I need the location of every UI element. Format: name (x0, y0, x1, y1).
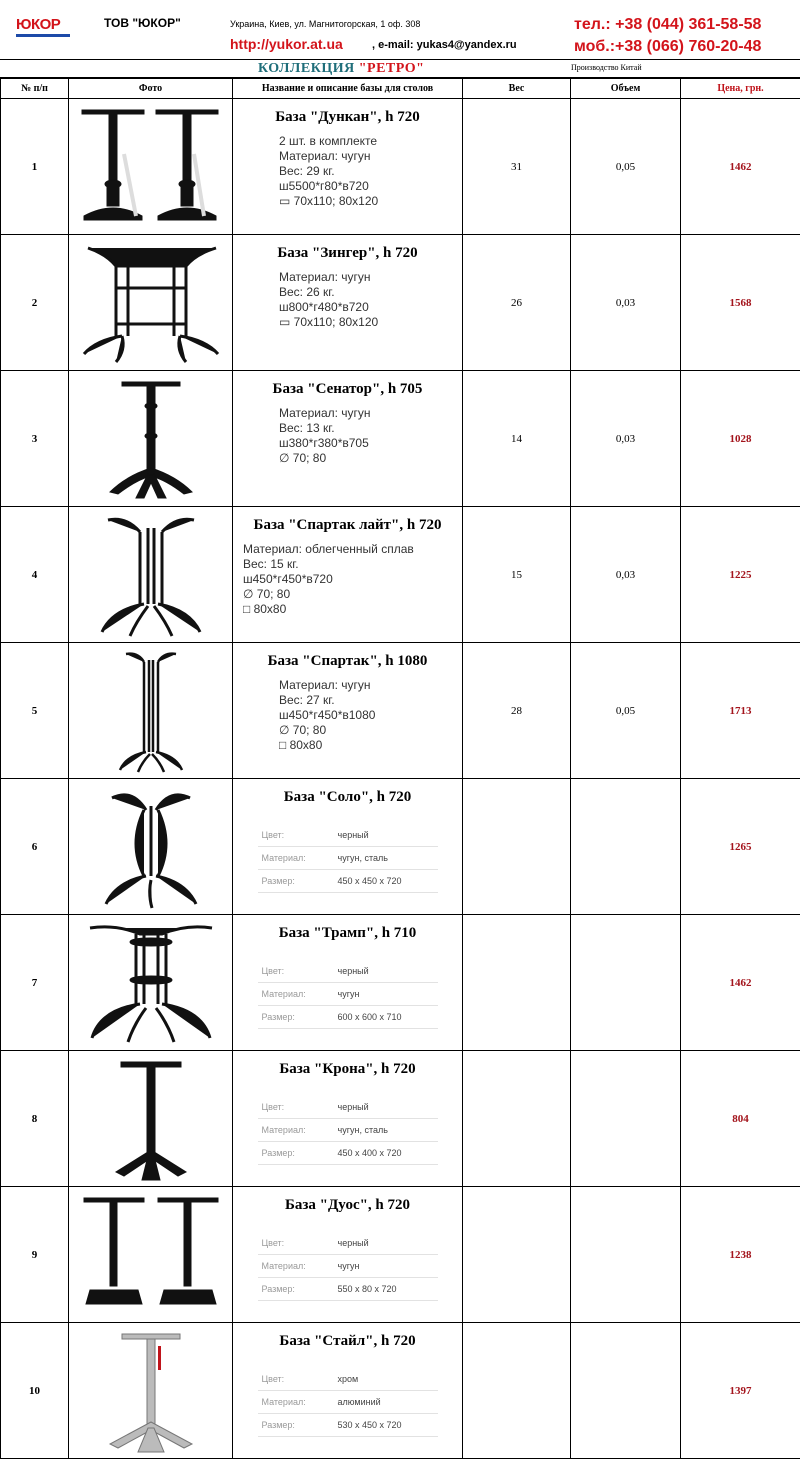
property-row (258, 1278, 438, 1301)
singer-base-photo (69, 235, 233, 371)
property-label: Размер: (261, 876, 295, 886)
product-volume: 0,05 (571, 643, 681, 779)
property-value: чугун (337, 1261, 360, 1271)
property-row (258, 1142, 438, 1165)
product-properties (258, 960, 438, 1029)
product-properties (258, 1368, 438, 1437)
property-row (258, 1414, 438, 1437)
product-spec (233, 134, 462, 209)
phone-number: тел.: +38 (044) 361-58-58 (574, 16, 762, 33)
solo-base-photo (69, 779, 233, 915)
collection-name: "РЕТРО" (358, 61, 425, 76)
row-number: 6 (1, 779, 69, 915)
property-value: черный (337, 830, 369, 840)
spec-line: Вес: 27 кг. (279, 693, 335, 707)
row-number: 10 (1, 1323, 69, 1459)
mobile-number: моб.:+38 (066) 760-20-48 (574, 38, 762, 55)
property-label: Материал: (261, 1397, 306, 1407)
col-header-name: Название и описание базы для столов (233, 79, 463, 99)
property-value: хром (337, 1374, 359, 1384)
product-name: База "Зингер", h 720 (277, 245, 418, 261)
property-value: чугун, сталь (337, 1125, 388, 1135)
spec-line: ш450*г450*в1080 (279, 708, 376, 722)
yukor-logo (16, 17, 70, 37)
property-value: черный (337, 1238, 369, 1248)
col-header-num: № п/п (1, 79, 69, 99)
product-volume (571, 779, 681, 915)
property-label: Цвет: (261, 1102, 285, 1112)
product-properties (258, 824, 438, 893)
product-description (233, 371, 463, 507)
product-weight (463, 1323, 571, 1459)
property-value: чугун (337, 989, 360, 999)
product-volume: 0,03 (571, 507, 681, 643)
company-address: Украина, Киев, ул. Магнитогорская, 1 оф. 308 (230, 19, 421, 29)
property-row (258, 847, 438, 870)
product-name: База "Стайл", h 720 (279, 1333, 416, 1349)
product-description (233, 643, 463, 779)
property-row (258, 824, 438, 847)
product-description (233, 915, 463, 1051)
property-value: алюминий (337, 1397, 381, 1407)
table-row (1, 235, 800, 371)
spec-line: ш450*г450*в720 (243, 572, 333, 586)
product-price: 1238 (681, 1187, 800, 1323)
spartak-base-photo (69, 643, 233, 779)
product-name: База "Крона", h 720 (279, 1061, 416, 1077)
spec-line: Вес: 29 кг. (279, 164, 335, 178)
senator-base-photo (69, 371, 233, 507)
property-row (258, 1006, 438, 1029)
property-label: Цвет: (261, 966, 285, 976)
product-volume (571, 915, 681, 1051)
property-row (258, 1391, 438, 1414)
property-row (258, 1255, 438, 1278)
website-link[interactable]: http://yukor.at.ua (230, 36, 343, 52)
property-label: Материал: (261, 1125, 306, 1135)
spartak-lite-base-photo (69, 507, 233, 643)
property-label: Цвет: (261, 830, 285, 840)
spec-line: Материал: облегченный сплав (243, 542, 414, 556)
row-number: 9 (1, 1187, 69, 1323)
property-label: Размер: (261, 1420, 295, 1430)
duncan-base-photo (69, 99, 233, 235)
table-row (1, 779, 800, 915)
property-row (258, 1368, 438, 1391)
property-row (258, 960, 438, 983)
product-weight (463, 915, 571, 1051)
property-value: черный (337, 1102, 369, 1112)
product-description (233, 99, 463, 235)
product-description (233, 235, 463, 371)
product-description (233, 1051, 463, 1187)
product-name: База "Сенатор", h 705 (272, 381, 423, 397)
product-price: 1568 (681, 235, 800, 371)
product-weight (463, 1187, 571, 1323)
logo-text: ЮКОР (16, 16, 61, 33)
logo-underline (16, 34, 70, 37)
property-value: 550 x 80 x 720 (337, 1284, 397, 1294)
spec-line: ∅ 70; 80 (243, 587, 291, 601)
product-price: 1713 (681, 643, 800, 779)
spec-line: Материал: чугун (279, 678, 371, 692)
property-label: Материал: (261, 989, 306, 999)
spec-line: Вес: 13 кг. (279, 421, 335, 435)
product-weight: 31 (463, 99, 571, 235)
header (0, 0, 800, 60)
product-weight: 15 (463, 507, 571, 643)
collection-word: КОЛЛЕКЦИЯ (258, 61, 355, 76)
company-name: ТОВ "ЮКОР" (104, 16, 181, 30)
spec-line: ш5500*г80*в720 (279, 179, 369, 193)
product-name: База "Соло", h 720 (283, 789, 412, 805)
row-number: 2 (1, 235, 69, 371)
product-name: База "Дункан", h 720 (275, 109, 420, 125)
product-price: 1462 (681, 99, 800, 235)
product-price: 1462 (681, 915, 800, 1051)
property-label: Размер: (261, 1284, 295, 1294)
table-header-row (1, 79, 800, 99)
property-row (258, 1232, 438, 1255)
spec-line: Материал: чугун (279, 149, 371, 163)
col-header-weight: Вес (463, 79, 571, 99)
product-volume (571, 1051, 681, 1187)
col-header-photo: Фото (69, 79, 233, 99)
product-weight: 26 (463, 235, 571, 371)
property-label: Материал: (261, 1261, 306, 1271)
duos-base-photo (69, 1187, 233, 1323)
property-row (258, 870, 438, 893)
product-name: База "Спартак", h 1080 (267, 653, 428, 669)
product-properties (258, 1232, 438, 1301)
product-volume (571, 1323, 681, 1459)
product-weight: 28 (463, 643, 571, 779)
spec-line: □ 80х80 (243, 602, 287, 616)
spec-line: ш380*г380*в705 (279, 436, 369, 450)
row-number: 4 (1, 507, 69, 643)
product-description (233, 507, 463, 643)
style-base-photo (69, 1323, 233, 1459)
row-number: 8 (1, 1051, 69, 1187)
product-spec (233, 406, 462, 466)
product-weight (463, 779, 571, 915)
property-value: 450 x 400 x 720 (337, 1148, 402, 1158)
email-link[interactable]: , e-mail: yukas4@yandex.ru (372, 39, 517, 51)
product-volume: 0,03 (571, 235, 681, 371)
spec-line: ▭ 70х110; 80х120 (279, 315, 379, 329)
spec-line: ▭ 70х110; 80х120 (279, 194, 379, 208)
product-name: База "Трамп", h 710 (278, 925, 417, 941)
collection-title (258, 60, 424, 77)
product-spec (233, 542, 462, 617)
property-row (258, 983, 438, 1006)
spec-line: Вес: 15 кг. (243, 557, 299, 571)
property-row (258, 1096, 438, 1119)
product-price: 804 (681, 1051, 800, 1187)
table-row (1, 371, 800, 507)
property-value: 530 x 450 x 720 (337, 1420, 402, 1430)
product-name: База "Спартак лайт", h 720 (253, 517, 442, 533)
table-row (1, 643, 800, 779)
row-number: 7 (1, 915, 69, 1051)
product-name: База "Дуос", h 720 (284, 1197, 411, 1213)
product-table (0, 78, 800, 1459)
product-description (233, 1323, 463, 1459)
spec-line: 2 шт. в комплекте (279, 134, 378, 148)
table-row (1, 915, 800, 1051)
property-value: 600 x 600 x 710 (337, 1012, 402, 1022)
property-value: 450 x 450 x 720 (337, 876, 402, 886)
table-row (1, 1323, 800, 1459)
table-row (1, 507, 800, 643)
product-description (233, 779, 463, 915)
spec-line: ∅ 70; 80 (279, 451, 327, 465)
tramp-base-photo (69, 915, 233, 1051)
product-price: 1225 (681, 507, 800, 643)
property-label: Размер: (261, 1148, 295, 1158)
product-spec (233, 270, 462, 330)
product-weight: 14 (463, 371, 571, 507)
collection-bar (0, 60, 800, 78)
col-header-volume: Объем (571, 79, 681, 99)
product-price: 1265 (681, 779, 800, 915)
property-value: чугун, сталь (337, 853, 388, 863)
property-row (258, 1119, 438, 1142)
table-row (1, 1187, 800, 1323)
property-value: черный (337, 966, 369, 976)
product-weight (463, 1051, 571, 1187)
product-description (233, 1187, 463, 1323)
row-number: 1 (1, 99, 69, 235)
product-price: 1397 (681, 1323, 800, 1459)
spec-line: □ 80х80 (279, 738, 323, 752)
product-price: 1028 (681, 371, 800, 507)
origin-note: Производство Китай (571, 63, 642, 72)
product-properties (258, 1096, 438, 1165)
property-label: Материал: (261, 853, 306, 863)
spec-line: Материал: чугун (279, 270, 371, 284)
col-header-price: Цена, грн. (681, 79, 800, 99)
property-label: Размер: (261, 1012, 295, 1022)
spec-line: ∅ 70; 80 (279, 723, 327, 737)
product-volume (571, 1187, 681, 1323)
product-volume: 0,03 (571, 371, 681, 507)
product-spec (233, 678, 462, 753)
row-number: 5 (1, 643, 69, 779)
product-volume: 0,05 (571, 99, 681, 235)
spec-line: Вес: 26 кг. (279, 285, 335, 299)
table-row (1, 99, 800, 235)
spec-line: ш800*г480*в720 (279, 300, 369, 314)
table-row (1, 1051, 800, 1187)
krona-base-photo (69, 1051, 233, 1187)
property-label: Цвет: (261, 1238, 285, 1248)
spec-line: Материал: чугун (279, 406, 371, 420)
row-number: 3 (1, 371, 69, 507)
property-label: Цвет: (261, 1374, 285, 1384)
